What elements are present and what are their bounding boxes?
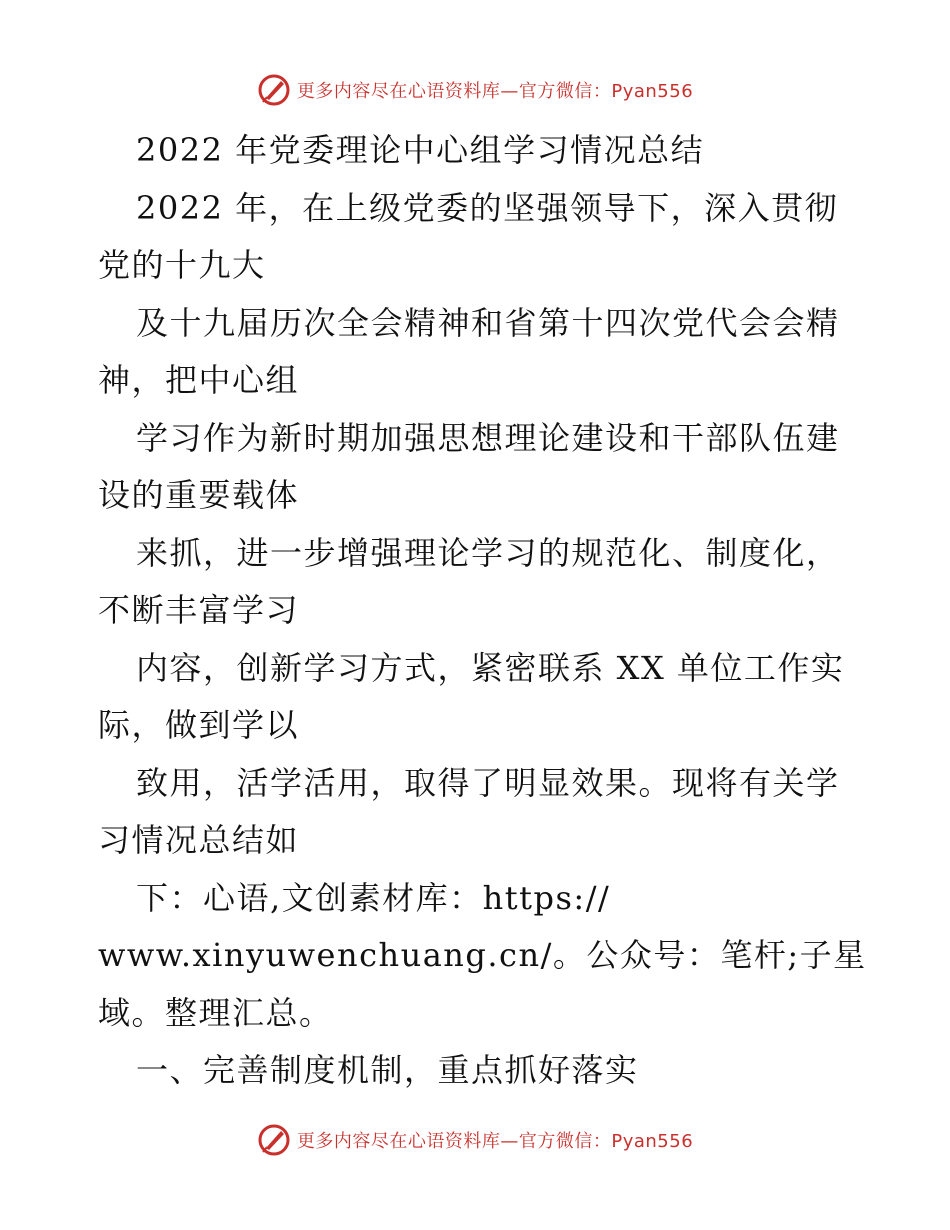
- watermark-text: 更多内容尽在心语资料库—官方微信：Pyan556: [296, 81, 694, 102]
- text-line: 党的十九大: [98, 246, 266, 284]
- text-line: 来抓，进一步增强理论学习的规范化、制度化，: [136, 533, 840, 572]
- text-line: 致用，活学活用，取得了明显效果。现将有关学: [136, 763, 840, 802]
- document-title: 2022 年党委理论中心组学习情况总结: [136, 131, 705, 169]
- text-line: 一、完善制度机制，重点抓好落实: [136, 1051, 639, 1089]
- text-line: 设的重要载体: [98, 476, 300, 514]
- text-line: 内容，创新学习方式，紧密联系 XX 单位工作实: [136, 648, 845, 687]
- header-watermark-banner: [0, 70, 950, 110]
- text-line: 学习作为新时期加强思想理论建设和干部队伍建: [136, 418, 840, 457]
- watermark-text: 更多内容尽在心语资料库—官方微信：Pyan556: [296, 1131, 694, 1152]
- document-body: [98, 122, 867, 1100]
- text-line: 不断丰富学习: [98, 591, 300, 629]
- quill-pen-logo-icon: [257, 1123, 291, 1157]
- text-line: 习情况总结如: [98, 821, 300, 859]
- text-line: 域。整理汇总。: [98, 993, 333, 1032]
- text-line: 下：心语,文创素材库：https://: [136, 878, 611, 917]
- quill-pen-logo-icon: [257, 73, 291, 107]
- text-line: www.xinyuwenchuang.cn/。公众号：笔杆;子星: [98, 936, 867, 974]
- footer-watermark-banner: [0, 1120, 950, 1160]
- text-line: 际，做到学以: [98, 706, 300, 744]
- text-line: 及十九届历次全会精神和省第十四次党代会会精: [136, 303, 840, 342]
- text-line: 神，把中心组: [98, 361, 300, 399]
- text-line: 2022 年，在上级党委的坚强领导下，深入贯彻: [136, 188, 839, 227]
